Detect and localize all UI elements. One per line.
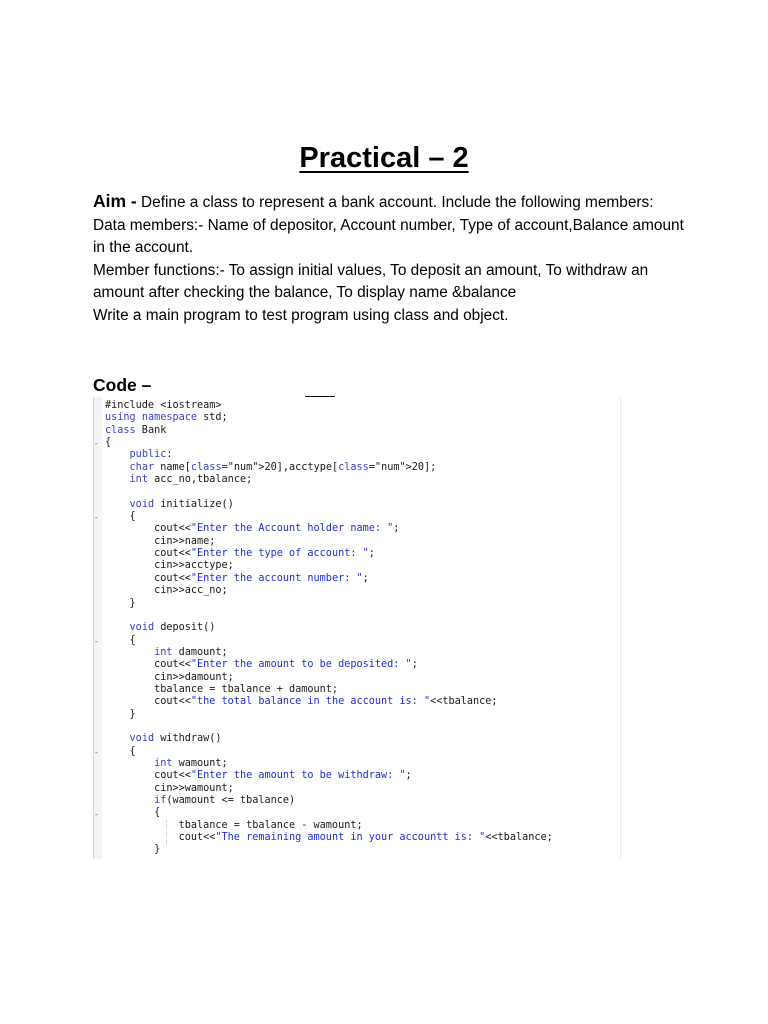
fold-marker-icon[interactable]: - — [95, 439, 98, 449]
indent-guide — [166, 820, 167, 845]
code-line: if(wamount <= tbalance) — [154, 795, 296, 806]
aim-section — [93, 190, 693, 328]
fold-marker-icon[interactable]: - — [95, 809, 98, 819]
code-line: public: — [129, 449, 173, 461]
code-block — [105, 400, 553, 857]
fold-marker-icon[interactable]: - — [95, 513, 98, 523]
fold-marker-icon[interactable]: - — [95, 747, 98, 757]
code-line: int wamount; — [154, 757, 228, 769]
code-line: cout<<"Enter the account number: "; — [105, 572, 369, 584]
code-line — [105, 721, 553, 733]
code-line: void initialize() — [129, 498, 234, 510]
code-line: cin>>name; — [105, 535, 216, 547]
code-line: } — [105, 844, 161, 856]
code-line: cout<<"the total balance in the account is: "<<tbalance; — [105, 696, 498, 708]
code-line: char name[class="num">20],acctype[class="num">20]; — [129, 461, 437, 473]
code-line: int acc_no,tbalance; — [129, 474, 253, 486]
code-line: cin>>damount; — [105, 671, 234, 683]
code-line: class Bank — [105, 424, 167, 436]
aim-label: Aim - — [93, 191, 137, 211]
code-line: cout<<"Enter the type of account: "; — [105, 548, 375, 560]
code-line: } — [105, 597, 136, 609]
code-line: { — [105, 745, 136, 757]
code-line: tbalance = tbalance - wamount; — [105, 819, 363, 831]
code-line: } — [105, 708, 136, 720]
code-screenshot — [93, 397, 621, 859]
aim-paragraph — [93, 190, 693, 215]
code-line: void deposit() — [129, 622, 216, 634]
code-line — [105, 610, 553, 622]
code-line: void withdraw() — [129, 733, 222, 745]
code-line: cout<<"The remaining amount in your accountt is: "<<tbalance; — [105, 832, 553, 844]
code-gutter — [94, 397, 102, 859]
aim-text: Define a class to represent a bank account. Include the following members: — [136, 194, 654, 211]
page-title-text: Practical – 2 — [299, 142, 469, 174]
code-line: #include <iostream> — [105, 400, 222, 411]
code-line: { — [105, 634, 136, 646]
member-functions-paragraph: Member functions:- To assign initial values, To deposit an amount, To withdraw an amount after checking the balance, To display name &balance — [93, 261, 649, 302]
code-line: { — [105, 807, 161, 819]
code-line: int damount; — [154, 646, 228, 658]
code-heading: Code – — [93, 375, 152, 395]
page-title — [0, 138, 768, 178]
code-line: cin>>acc_no; — [105, 585, 228, 597]
code-line: cout<<"Enter the Account holder name: "; — [105, 523, 400, 535]
data-members-paragraph: Data members:- Name of depositor, Account number, Type of account,Balance amount in the account. — [93, 216, 684, 257]
code-line: { — [105, 511, 136, 523]
code-line: tbalance = tbalance + damount; — [105, 683, 339, 695]
fold-marker-icon[interactable]: - — [95, 636, 98, 646]
code-line: { — [105, 437, 112, 449]
code-line: cout<<"Enter the amount to be deposited: "; — [105, 659, 418, 671]
code-line: cout<<"Enter the amount to be withdraw: "; — [105, 770, 412, 782]
code-line: using namespace std; — [105, 412, 228, 424]
code-line: cin>>wamount; — [105, 782, 234, 794]
main-program-paragraph: Write a main program to test program using class and object. — [93, 306, 509, 324]
code-line — [105, 486, 553, 498]
code-line: cin>>acctype; — [105, 560, 234, 572]
